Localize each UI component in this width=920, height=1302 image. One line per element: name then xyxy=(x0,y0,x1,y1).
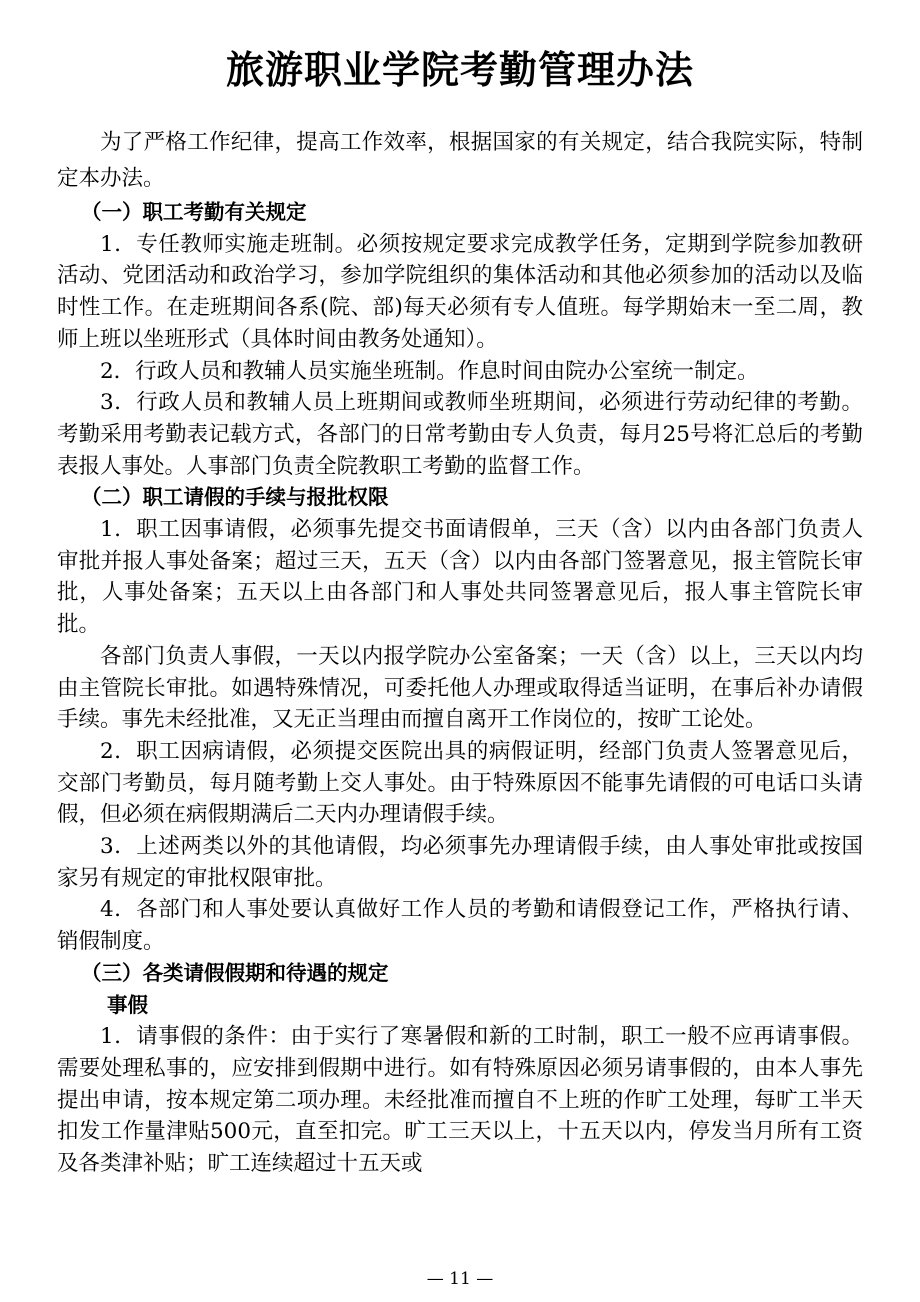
paragraph: 4．各部门和人事处要认真做好工作人员的考勤和请假登记工作，严格执行请、销假制度。 xyxy=(57,897,863,955)
paragraph: 2．职工因病请假，必须提交医院出具的病假证明，经部门负责人签署意见后，交部门考勤员，每月随考勤上交人事处。由于特殊原因不能事先请假的可电话口头请假，但必须在病假期满后二天内办理请假手续。 xyxy=(57,738,863,828)
paragraph: 2．行政人员和教辅人员实施坐班制。作息时间由院办公室统一制定。 xyxy=(100,358,759,384)
paragraph: 1．职工因事请假，必须事先提交书面请假单，三天（含）以内由各部门负责人审批并报人事处备案；超过三天，五天（含）以内由各部门签署意见，报主管院长审批，人事处备案；五天以上由各部门和人事处共同签署意见后，报人事主管院长审批。 xyxy=(57,517,863,638)
paragraph: 3．行政人员和教辅人员上班期间或教师坐班期间，必须进行劳动纪律的考勤。考勤采用考勤表记载方式，各部门的日常考勤由专人负责，每月25号将汇总后的考勤表报人事处。人事部门负责全院教职工考勤的监督工作。 xyxy=(57,390,863,479)
section-heading-leave-types: （三）各类请假假期和待遇的规定 xyxy=(81,960,389,985)
paragraph: 1．专任教师实施走班制。必须按规定要求完成教学任务，定期到学院参加教研活动、党团活动和政治学习，参加学院组织的集体活动和其他必须参加的活动以及临时性工作。在走班期间各系(院、部)每天必须有专人值班。每学期始末一至二周，教师上班以坐班形式（具体时间由教务处通知）。 xyxy=(57,231,863,352)
section-heading-attendance-rules: （一）职工考勤有关规定 xyxy=(81,200,307,224)
paragraph: 3．上述两类以外的其他请假，均必须事先办理请假手续，由人事处审批或按国家另有规定的审批权限审批。 xyxy=(57,834,863,891)
subheading-personal-leave: 事假 xyxy=(107,992,148,1017)
paragraph: 各部门负责人事假，一天以内报学院办公室备案；一天（含）以上，三天以内均由主管院长审批。如遇特殊情况，可委托他人办理或取得适当证明，在事后补办请假手续。事先未经批准，又无正当理由而擅自离开工作岗位的，按旷工论处。 xyxy=(57,643,863,733)
page-number: — 11 — xyxy=(426,1269,494,1289)
intro-paragraph: 为了严格工作纪律，提高工作效率，根据国家的有关规定，结合我院实际，特制定本办法。 xyxy=(57,130,863,191)
paragraph: 1．请事假的条件：由于实行了寒暑假和新的工时制，职工一般不应再请事假。需要处理私事的，应安排到假期中进行。如有特殊原因必须另请事假的，由本人事先提出申请，按本规定第二项办理。未经批准而擅自不上班的作旷工处理，每旷工半天扣发工作量津贴500元，直至扣完。旷工三天以上，十五天以内，停发当月所有工资及各类津补贴；旷工连续超过十五天或 xyxy=(57,1024,863,1177)
document-title: 旅游职业学院考勤管理办法 xyxy=(225,48,694,92)
section-heading-leave-procedures: （二）职工请假的手续与报批权限 xyxy=(81,485,389,510)
document-body xyxy=(57,125,863,1180)
